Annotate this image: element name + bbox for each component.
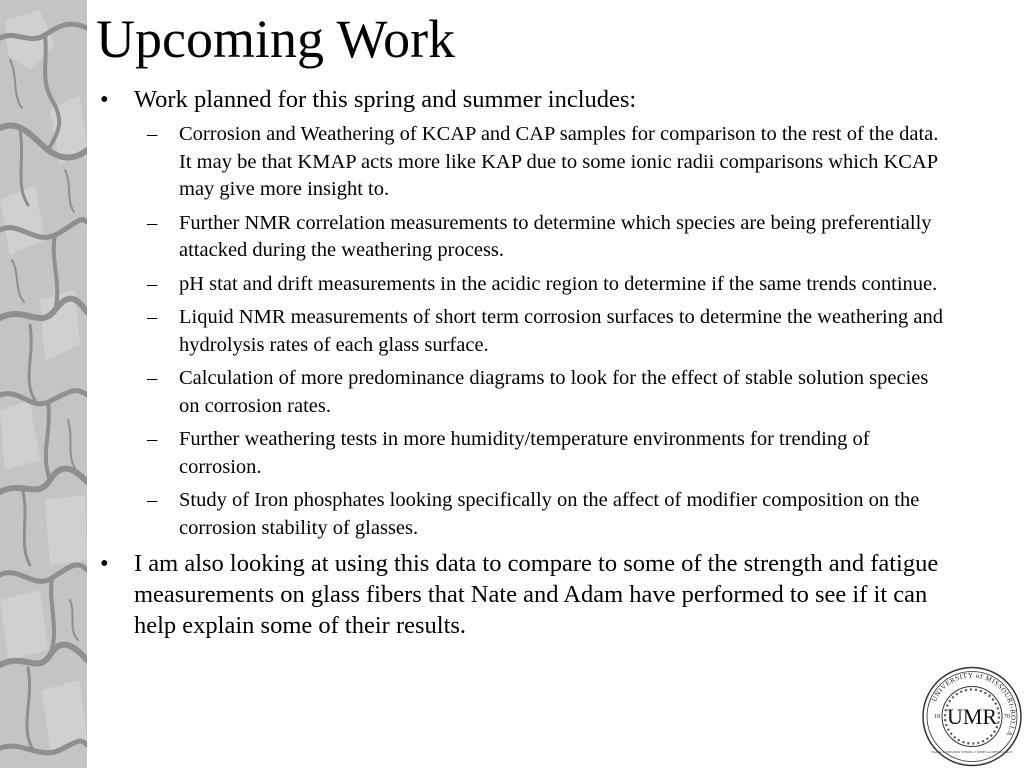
slide-body [100, 84, 950, 641]
sub-bullet-item [100, 121, 950, 204]
slide-title: Upcoming Work [96, 9, 456, 69]
sub-bullet-text: Liquid NMR measurements of short term corrosion surfaces to determine the weathering and hydrolysis rates of each glass surface. [179, 306, 943, 356]
university-seal-logo [920, 665, 1024, 768]
sub-bullet-item [100, 271, 950, 299]
crack-pattern-graphic [0, 0, 87, 768]
dash-marker: – [147, 489, 158, 511]
dash-marker: – [147, 211, 158, 234]
sub-bullet-text: Further NMR correlation measurements to determine which species are being preferentially attacked during the weathering process. [179, 211, 932, 261]
sub-bullet-text: pH stat and drift measurements in the acidic region to determine if the same trends continue. [179, 272, 938, 295]
bullet-text: Work planned for this spring and summer includes: [134, 86, 637, 113]
sub-bullet-item [100, 304, 950, 359]
seal-subtext: Founded as MISSOURI SCHOOL of MINES and METALLURGY [931, 750, 1013, 754]
dash-marker: – [147, 367, 158, 389]
seal-year-left: 18 [934, 714, 940, 720]
sub-bullet-text: Further weathering tests in more humidity/temperature environments for trending of corrosion. [179, 428, 870, 478]
bullet-compare-strength [100, 548, 950, 641]
sub-bullet-item [100, 426, 950, 481]
cracked-glass-texture-strip [0, 0, 87, 768]
dash-marker: – [147, 272, 158, 295]
sub-bullet-item [100, 487, 950, 542]
bullet-text: I am also looking at using this data to compare to some of the strength and fatigue measurements on glass fibers that Nate and Adam have performed to see if it can help explain some of their results. [134, 550, 939, 639]
sub-bullet-item [100, 365, 950, 420]
sub-bullet-list [100, 121, 950, 542]
dash-marker: – [147, 123, 158, 145]
bullet-marker: • [100, 550, 109, 577]
dash-marker: – [147, 428, 158, 450]
sub-bullet-text: Study of Iron phosphates looking specifically on the affect of modifier composition on the corrosion stability of glasses. [179, 489, 920, 539]
seal-year-right: 70 [1004, 714, 1010, 720]
seal-ring-textpath: UNIVERSITY of MISSOURI-ROLLA [930, 671, 1018, 738]
dash-marker: – [147, 306, 158, 328]
sub-bullet-text: Corrosion and Weathering of KCAP and CAP samples for comparison to the rest of the data. It may be that KMAP acts more like KAP due to some ionic radii comparisons which KCAP may give more insight to. [179, 123, 939, 200]
bullet-marker: • [100, 86, 109, 113]
bullet-work-planned [100, 84, 950, 115]
sub-bullet-text: Calculation of more predominance diagrams to look for the effect of stable solution species on corrosion rates. [179, 367, 929, 417]
sub-bullet-item [100, 210, 950, 265]
seal-monogram: UMR [946, 704, 998, 729]
